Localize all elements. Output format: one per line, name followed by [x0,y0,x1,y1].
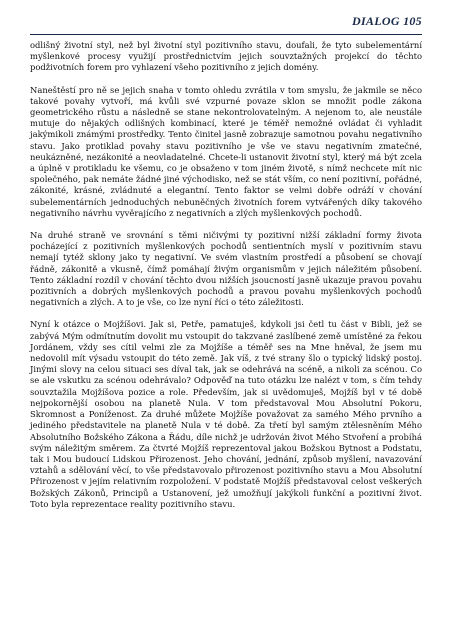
paragraph: Naneštěstí pro ně se jejich snaha v tomto ohledu zvrátila v tom smyslu, že jakmile se něco takové povahy vytvoří, má kvůli své vzpurné povaze sklon se množit podle zákona geometrického růstu a následně se stane nekontrolovatelným. A nejenom to, ale neustále mutuje do nějakých odlišných kombinací, které je téměř nemožné ovládat či vyhladit jakýmikoli známými prostředky. Tento činitel jasně zobrazuje samotnou povahu negativního stavu. Jako protiklad povahy stavu pozitivního je vše ve stavu negativním zmatečné, neukázněné, nezákonité a neovladatelné. Chcete-li ustanovit životní styl, který má být zcela a úplně v protikladu ke všemu, co je obsaženo v tom jiném životě, s nímž nechcete mít nic společného, pak nemáte žádné jiné východisko, než se stát vším, co není pozitivní, pořádné, zákonité, krásné, zvládnuté a elegantní. Tento faktor se velmi dobře odráží v chování subelementárních jednoduchých nebuněčných životních forem vytvářených díky takového negativního návrhu vyvěrajícího z negativních a zlých myšlenkových pochodů. [30,84,422,218]
paragraph: Nyní k otázce o Mojžíšovi. Jak si, Petře, pamatuješ, kdykoli jsi četl tu část v Bibli, jež se zabývá Mým odmítnutím dovolit mu vstoupit do takzvané zaslíbené země umístěné za řekou Jordánem, vždy ses cítil velmi zle za Mojžíše a téměř ses na Mne hněval, že jsem mu nedovolil mít výsadu vstoupit do této země. Jak víš, z tvé strany šlo o typický lidský postoj. Jinými slovy na celou situaci ses díval tak, jak se odehrává na scéně, a nikoli za scénou. Co se ale vskutku za scénou odehrávalo? Odpověď na tuto otázku lze nalézt v tom, s čím tehdy souvztažila Mojžíšova pozice a role. Především, jak si uvědomuješ, Mojžíš byl v té době nejpokornější osobou na planetě Nula. V tom představoval Mou Absolutní Pokoru, Skromnost a Poníženost. Za druhé můžete Mojžíše považovat za samého Mého prvního a jediného představitele na planetě Nula v té době. Za třetí byl samým ztělesněním Mého Absolutního Božského Zákona a Řádu, díle nichž je udržován život Mého Stvoření a probíhá svým náležitým směrem. Za čtvrté Mojžíš reprezentoval jakou Božskou Bytnost a Podstatu, tak i Mou budoucí Lidskou Přirozenost. Jeho chování, jednání, způsob myšlení, navazování vztahů a sdělování věcí, to vše představovalo přirozenost pozitivního stavu a Mou Absolutní Přirozenost v jejím relativním rozpoložení. V podstatě Mojžíš představoval celost veškerých Božských Zákonů, Principů a Ustanovení, jež umožňují jakýkoli funkční a pozitivní život. Toto byla reprezentace reality pozitivního stavu. [30,319,422,509]
paragraph: Na druhé straně ve srovnání s těmi ničivými ty pozitivní nižší základní formy života pocházející z pozitivních myšlenkových pochodů sentientních myslí v pozitivním stavu nemají tytéž sklony jako ty negativní. Ve svém vlastním prostředí a působení se chovají řádně, zákonitě a vkusně, čímž pomáhají živým organismům v jejich náležitém působení. Tento základní rozdíl v chování těchto dvou nižších jsoucností jasně ukazuje pravou povahu pozitivních a dobrých myšlenkových pochodů a pravou povahu myšlenkových pochodů negativních a zlých. A to je vše, co lze nyní říci o této záležitosti. [30,230,422,308]
body-text [30,40,422,521]
header-title: DIALOG 105 [351,14,422,28]
page-header [30,14,422,35]
paragraph: odlišný životní styl, než byl životní styl pozitivního stavu, doufali, že tyto subelementární myšlenkové procesy využijí prostřednictvím jejich souvztažných projekcí do těchto podživotních forem pro vyhlazení všeho pozitivního z jejich domény. [30,40,422,73]
